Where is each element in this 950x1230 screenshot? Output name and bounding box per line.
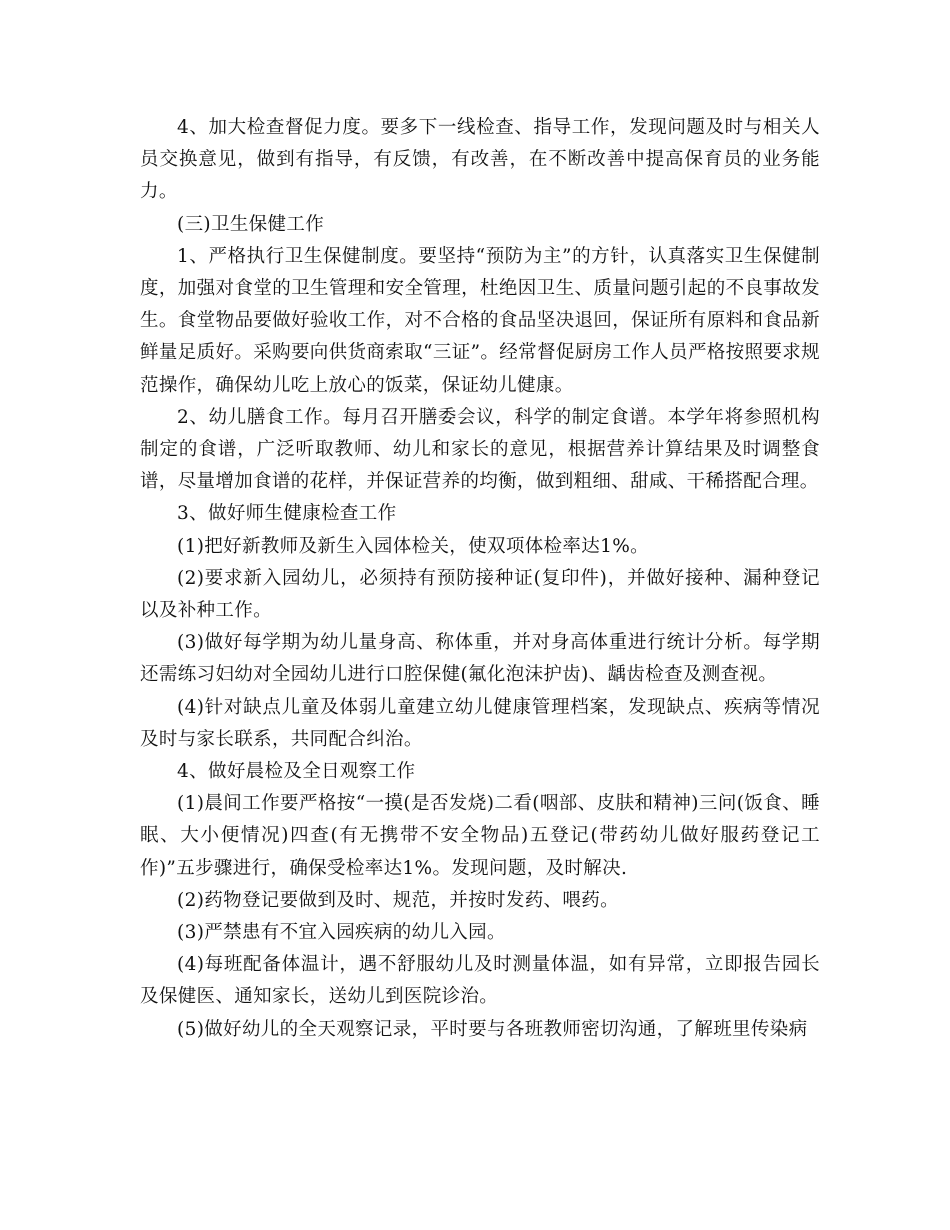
paragraph-meal-work: 2、幼儿膳食工作。每月召开膳委会议，科学的制定食谱。本学年将参照机构制定的食谱，广泛听取教师、幼儿和家长的意见，根据营养计算结果及时调整食谱，尽量增加食谱的花样，并保证营养的均衡，做到粗细、甜咸、干稀搭配合理。 — [140, 406, 820, 493]
heading-health-check: 3、做好师生健康检查工作 — [177, 503, 397, 525]
list-item-morning-check-2: (2)药物登记要做到及时、规范，并按时发药、喂药。 — [177, 889, 619, 911]
list-item-health-check-4: (4)针对缺点儿童及体弱儿童建立幼儿健康管理档案，发现缺点、疾病等情况及时与家长联系，共同配合纠治。 — [140, 696, 820, 750]
heading-morning-check: 4、做好晨检及全日观察工作 — [177, 761, 416, 783]
paragraph-health-system: 1、严格执行卫生保健制度。要坚持“预防为主”的方针，认真落实卫生保健制度，加强对食堂的卫生管理和安全管理，杜绝因卫生、质量问题引起的不良事故发生。食堂物品要做好验收工作，对不合格的食品坚决退回，保证所有原料和食品新鲜量足质好。采购要向供货商索取“三证”。经常督促厨房工作人员严格按照要求规范操作，确保幼儿吃上放心的饭菜，保证幼儿健康。 — [140, 245, 820, 396]
list-item-morning-check-3: (3)严禁患有不宜入园疾病的幼儿入园。 — [177, 922, 506, 944]
document-body — [140, 112, 820, 1046]
list-item-morning-check-4: (4)每班配备体温计，遇不舒服幼儿及时测量体温，如有异常，立即报告园长及保健医、通知家长，送幼儿到医院诊治。 — [140, 954, 820, 1008]
list-item-health-check-1: (1)把好新教师及新生入园体检关，使双项体检率达1%。 — [177, 535, 650, 557]
paragraph-section-4-inspection: 4、加大检查督促力度。要多下一线检查、指导工作，发现问题及时与相关人员交换意见，做到有指导，有反馈，有改善，在不断改善中提高保育员的业务能力。 — [140, 117, 820, 203]
list-item-health-check-3: (3)做好每学期为幼儿量身高、称体重，并对身高体重进行统计分析。每学期还需练习妇幼对全园幼儿进行口腔保健(氟化泡沫护齿)、龋齿检查及测查视。 — [140, 632, 820, 686]
list-item-health-check-2: (2)要求新入园幼儿，必须持有预防接种证(复印件)，并做好接种、漏种登记以及补种工作。 — [140, 567, 820, 622]
list-item-morning-check-5: (5)做好幼儿的全天观察记录，平时要与各班教师密切沟通，了解班里传染病 — [177, 1018, 808, 1040]
list-item-morning-check-1: (1)晨间工作要严格按“一摸(是否发烧)二看(咽部、皮肤和精神)三问(饭食、睡眠、大小便情况)四查(有无携带不安全物品)五登记(带药幼儿做好服药登记工作)”五步骤进行，确保受检率达1%。发现问题，及时解决. — [140, 793, 820, 879]
heading-health-care: (三)卫生保健工作 — [177, 213, 325, 235]
